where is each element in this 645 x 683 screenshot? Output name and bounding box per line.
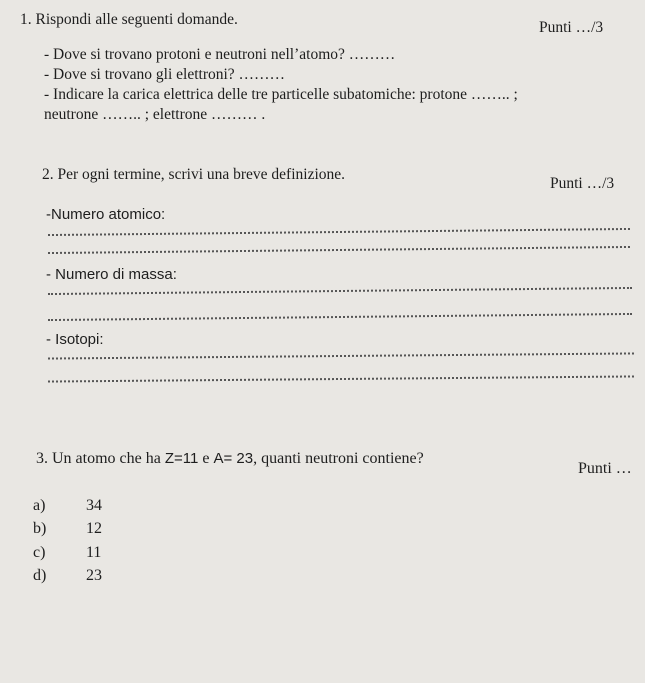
option-d-letter: d) (33, 567, 47, 584)
answer-line (48, 352, 634, 359)
q3-points: Punti … (578, 460, 632, 477)
option-c-letter: c) (33, 544, 46, 561)
q1-line-protons-neutrons: - Dove si trovano protoni e neutroni nell’atomo? ……… (44, 46, 396, 63)
q3-question-mid: e (198, 450, 214, 467)
q3-question-pre: 3. Un atomo che ha (36, 450, 165, 467)
answer-line (48, 228, 630, 236)
option-d-value: 23 (86, 567, 102, 584)
option-b-letter: b) (33, 520, 47, 537)
q3-question-z: Z=11 (164, 450, 199, 467)
q1-points: Punti …/3 (539, 19, 604, 36)
q2-title: 2. Per ogni termine, scrivi una breve definizione. (42, 166, 346, 183)
q1-line-charges-cont: neutrone …….. ; elettrone ……… . (44, 106, 266, 123)
answer-line (48, 287, 632, 295)
q3-question-a: A= 23 (213, 450, 254, 467)
option-a-value: 34 (86, 497, 102, 514)
q1-line-charges: - Indicare la carica elettrica delle tre particelle subatomiche: protone …….. ; (44, 86, 518, 103)
answer-line (48, 246, 630, 254)
q3-question-post: , quanti neutroni contiene? (253, 450, 424, 467)
answer-line (48, 313, 632, 321)
q2-term-isotopes: - Isotopi: (46, 331, 104, 348)
answer-line (48, 375, 634, 382)
q1-line-electrons: - Dove si trovano gli elettroni? ……… (44, 66, 286, 83)
q1-title: 1. Rispondi alle seguenti domande. (20, 11, 238, 28)
q2-points: Punti …/3 (550, 175, 615, 192)
q2-term-atomic-number: -Numero atomico: (46, 206, 166, 223)
q2-term-mass-number: - Numero di massa: (46, 266, 177, 283)
option-b-value: 12 (86, 520, 102, 537)
q3-question (36, 450, 424, 468)
option-a-letter: a) (33, 497, 46, 514)
option-c-value: 11 (86, 544, 102, 561)
